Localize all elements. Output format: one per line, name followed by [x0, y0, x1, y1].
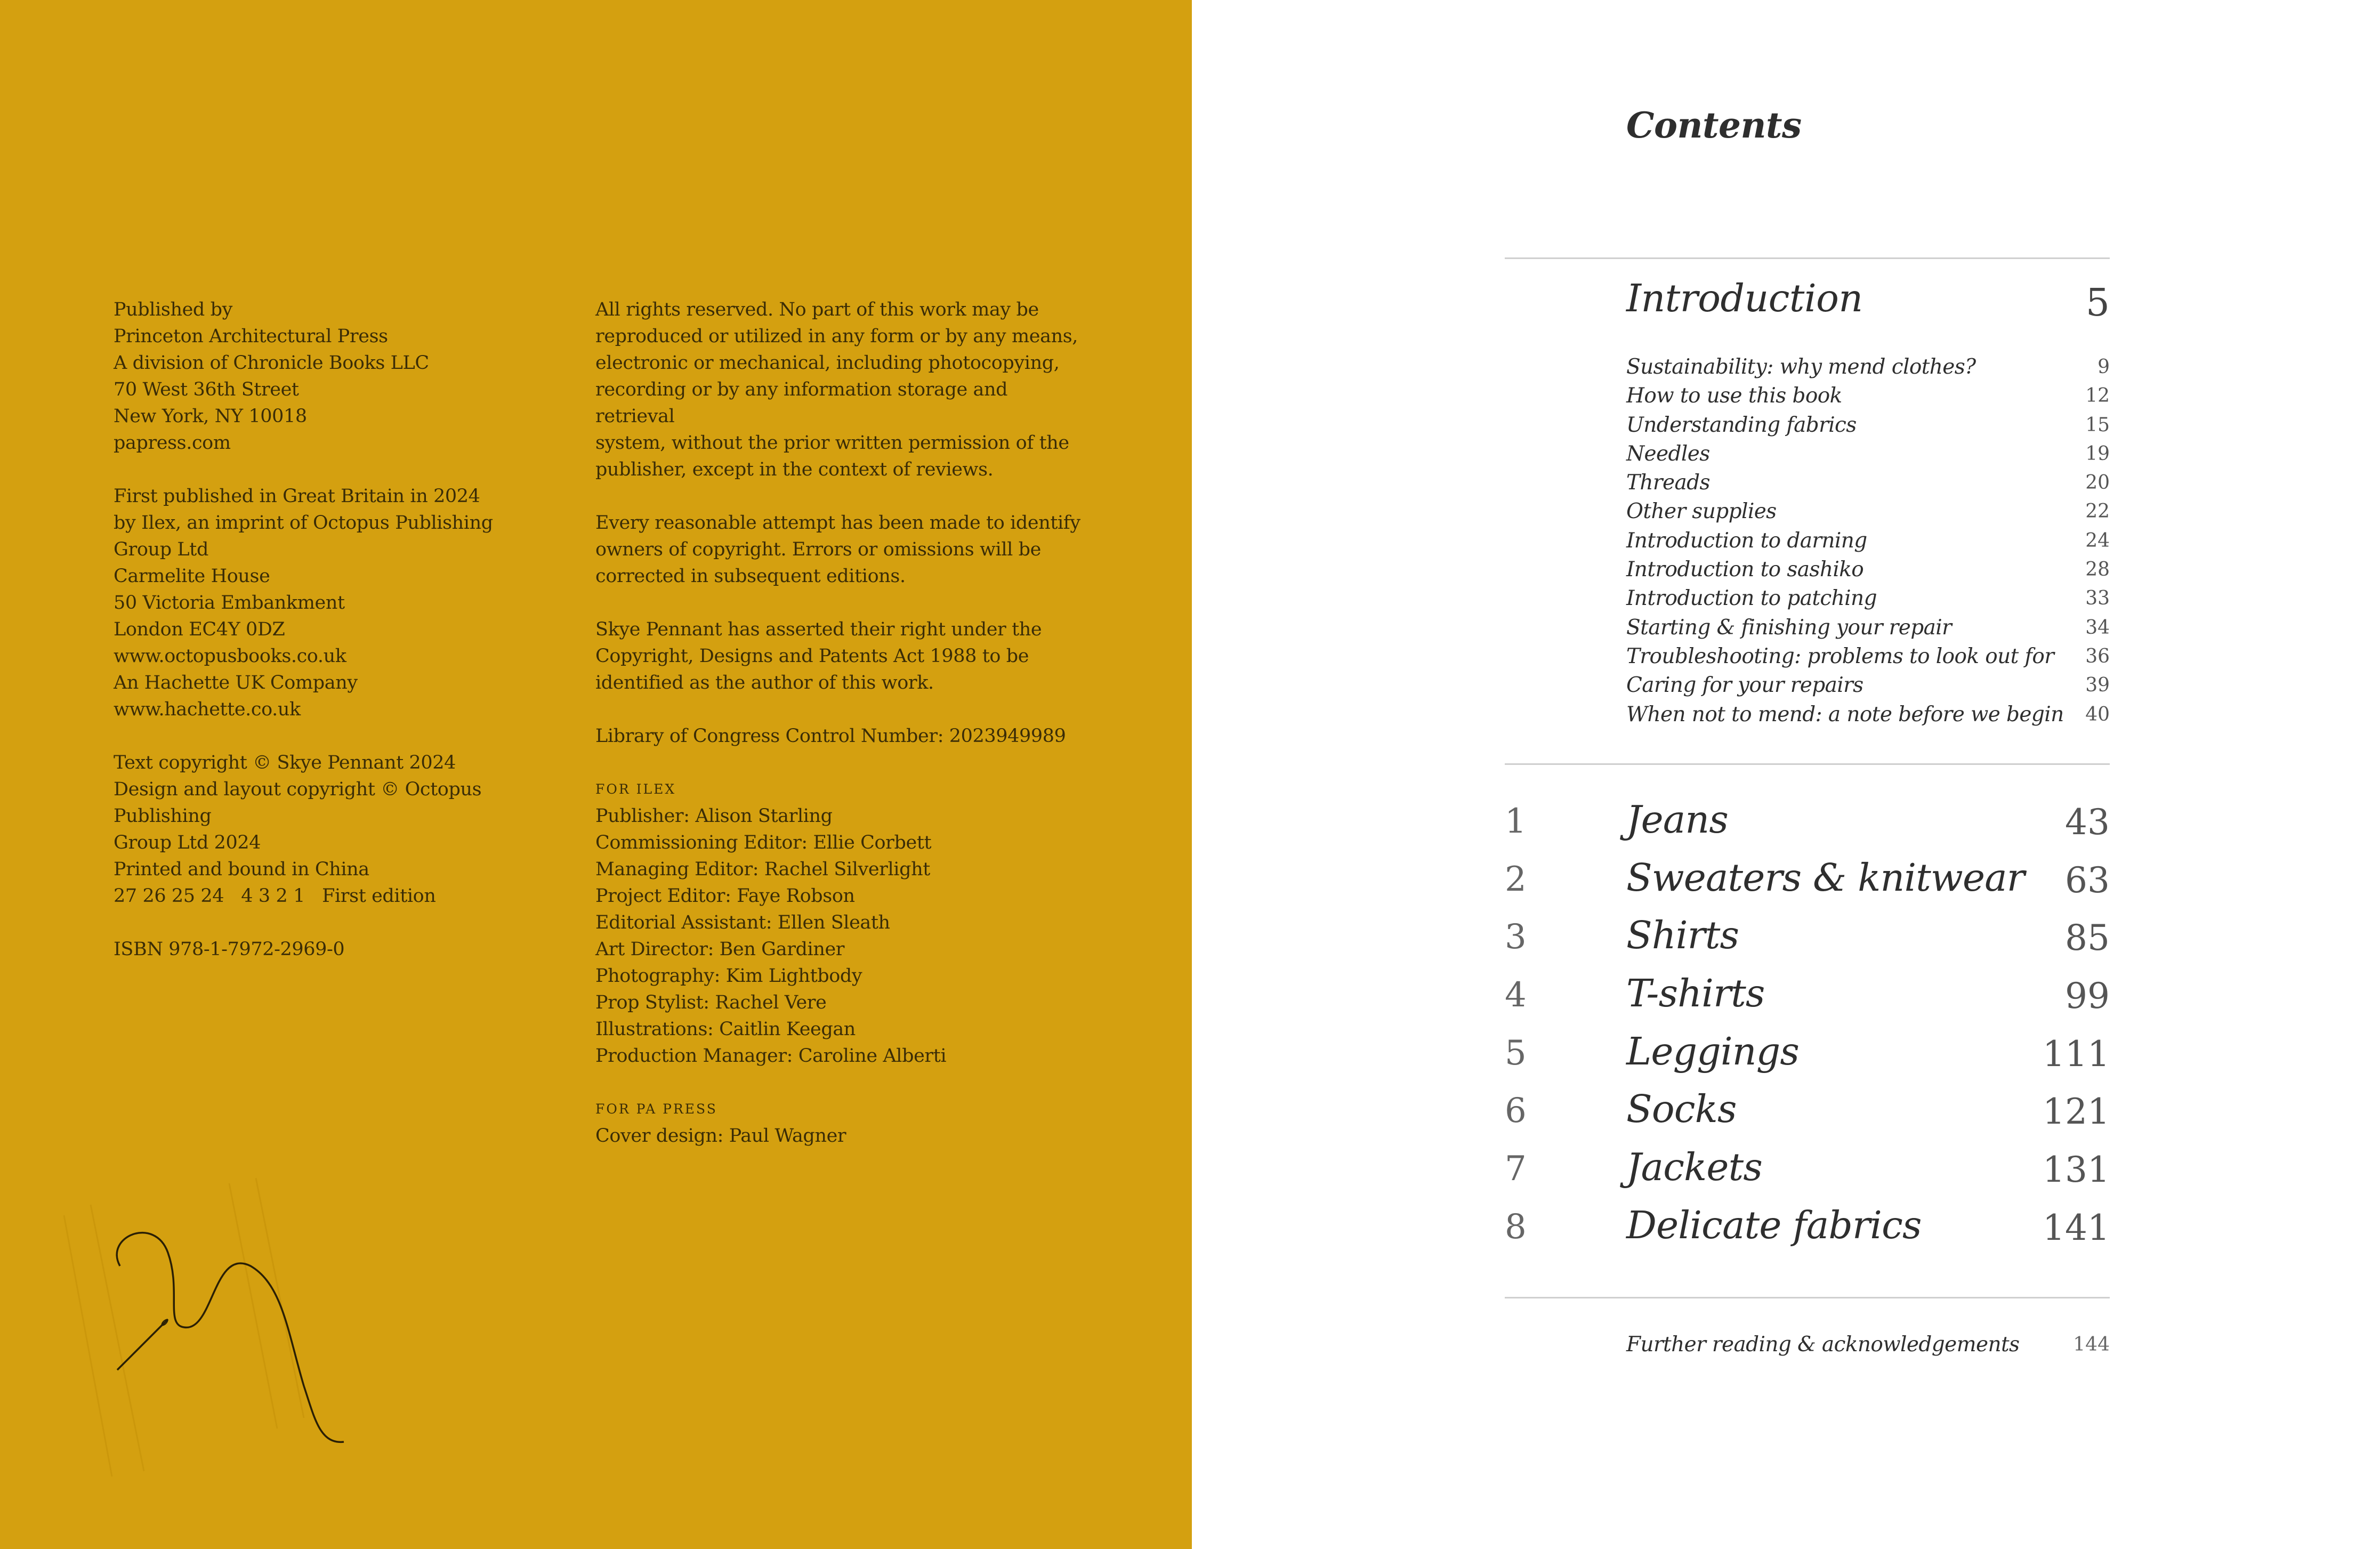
- toc-subentry-title: Needles: [1626, 441, 1710, 466]
- credit-line: Commissioning Editor: Ellie Corbett: [595, 832, 932, 853]
- toc-subentry-page: 20: [2085, 472, 2110, 494]
- toc-subentry-title: Introduction to sashiko: [1626, 558, 1864, 582]
- chapter-list: [1505, 797, 2110, 1261]
- chapter-page-number: 111: [2043, 1033, 2110, 1075]
- toc-subentry-page: 28: [2085, 559, 2110, 581]
- chapter-page-number: 121: [2043, 1091, 2110, 1133]
- first-published-line: www.hachette.co.uk: [114, 699, 301, 720]
- credit-line: Photography: Kim Lightbody: [595, 965, 862, 987]
- rights-line: reproduced or utilized in any form or by any means,: [595, 326, 1078, 347]
- toc-subentry-title: Caring for your repairs: [1626, 673, 1863, 698]
- toc-subentry-page: 33: [2085, 587, 2110, 610]
- toc-subentry-page: 9: [2097, 356, 2110, 378]
- toc-subentry: [1626, 584, 2110, 613]
- toc-subentry-page: 34: [2085, 616, 2110, 639]
- toc-subentry-title: Starting & finishing your repair: [1626, 615, 1952, 640]
- publisher-block: [114, 296, 556, 456]
- first-published-block: [114, 483, 556, 723]
- toc-subentry-title: Introduction to patching: [1626, 586, 1877, 611]
- credit-line: Publisher: Alison Starling: [595, 805, 833, 827]
- chapter-title: Socks: [1626, 1087, 1737, 1132]
- copyright-line: Text copyright © Skye Pennant 2024: [114, 752, 456, 773]
- first-published-line: An Hachette UK Company: [114, 672, 358, 693]
- first-published-line: First published in Great Britain in 2024: [114, 486, 480, 507]
- library-of-congress-number: Library of Congress Control Number: 2023949989: [595, 725, 1066, 747]
- toc-subentry-page: 12: [2085, 385, 2110, 407]
- divider: [1505, 257, 2110, 259]
- chapter-page-number: 85: [2065, 917, 2110, 959]
- toc-chapter-entry: [1505, 971, 2110, 1029]
- copyright-owners-line: corrected in subsequent editions.: [595, 566, 906, 587]
- chapter-page-number: 141: [2043, 1207, 2110, 1248]
- toc-subentry-page: 19: [2085, 442, 2110, 465]
- toc-subentry-title: Understanding fabrics: [1626, 413, 1857, 437]
- rights-line: recording or by any information storage and retrieval: [595, 379, 1008, 427]
- chapter-title: T-shirts: [1626, 971, 1765, 1016]
- further-reading-page-number: 144: [2073, 1334, 2110, 1356]
- for-pa-press-heading: FOR PA PRESS: [595, 1101, 717, 1117]
- further-reading-entry: [1626, 1333, 2110, 1365]
- imprint-column-right: [595, 296, 1086, 1149]
- first-published-line: 50 Victoria Embankment: [114, 592, 345, 614]
- chapter-title: Delicate fabrics: [1626, 1203, 1922, 1247]
- copyright-line: Group Ltd 2024: [114, 832, 261, 853]
- toc-chapter-entry: [1505, 1029, 2110, 1087]
- toc-subentry: [1626, 671, 2110, 700]
- chapter-title: Leggings: [1626, 1029, 1799, 1074]
- toc-subentry: [1626, 614, 2110, 642]
- introduction-subsections: [1626, 353, 2110, 729]
- credit-line: Prop Stylist: Rachel Vere: [595, 992, 827, 1013]
- toc-subentry-page: 22: [2085, 501, 2110, 523]
- toc-subentry-page: 40: [2085, 703, 2110, 725]
- credit-line: Editorial Assistant: Ellen Sleath: [595, 912, 890, 933]
- divider: [1505, 763, 2110, 765]
- needle-and-thread-icon: [53, 1173, 373, 1492]
- rights-line: system, without the prior written permission of the: [595, 432, 1069, 454]
- further-reading-title: Further reading & acknowledgements: [1626, 1333, 2020, 1357]
- toc-subentry: [1626, 642, 2110, 671]
- toc-subentry-title: When not to mend: a note before we begin: [1626, 702, 2064, 727]
- first-published-line: London EC4Y 0DZ: [114, 619, 285, 640]
- rights-line: All rights reserved. No part of this work may be: [595, 299, 1039, 320]
- toc-subentry: [1626, 411, 2110, 440]
- credit-line: Art Director: Ben Gardiner: [595, 939, 845, 960]
- toc-subentry: [1626, 527, 2110, 555]
- chapter-number: 7: [1505, 1149, 1527, 1189]
- toc-subentry-page: 24: [2085, 529, 2110, 552]
- toc-chapter-entry: [1505, 1145, 2110, 1203]
- for-ilex-heading: FOR ILEX: [595, 781, 676, 797]
- chapter-title: Sweaters & knitwear: [1626, 855, 2024, 900]
- publisher-line: Princeton Architectural Press: [114, 326, 388, 347]
- publisher-line: Published by: [114, 299, 233, 320]
- credit-line: Production Manager: Caroline Alberti: [595, 1045, 947, 1067]
- toc-chapter-entry: [1505, 1203, 2110, 1261]
- chapter-number: 8: [1505, 1207, 1527, 1247]
- chapter-number: 5: [1505, 1033, 1527, 1073]
- toc-subentry-page: 15: [2085, 414, 2110, 436]
- toc-subentry-page: 36: [2085, 645, 2110, 667]
- rights-line: publisher, except in the context of reviews.: [595, 459, 994, 480]
- chapter-page-number: 63: [2065, 859, 2110, 901]
- contents-heading: Contents: [1626, 104, 1802, 146]
- copyright-line: Design and layout copyright © Octopus Publishing: [114, 779, 482, 827]
- publisher-line: New York, NY 10018: [114, 406, 307, 427]
- needle-shaft: [117, 1319, 168, 1370]
- chapter-number: 3: [1505, 917, 1527, 957]
- rights-block: [595, 296, 1086, 483]
- chapter-page-number: 43: [2065, 802, 2110, 843]
- chapter-title: Jackets: [1626, 1145, 1762, 1190]
- ilex-credits: [595, 803, 1086, 1069]
- first-published-line: www.octopusbooks.co.uk: [114, 646, 346, 667]
- toc-chapter-entry: [1505, 856, 2110, 914]
- toc-subentry-title: Other supplies: [1626, 499, 1777, 524]
- author-assertion-line: identified as the author of this work.: [595, 672, 934, 693]
- author-assertion-block: [595, 616, 1086, 696]
- publisher-line: 70 West 36th Street: [114, 379, 299, 400]
- toc-subentry: [1626, 469, 2110, 497]
- contents-page: [1192, 0, 2380, 1549]
- rights-line: electronic or mechanical, including photocopying,: [595, 352, 1060, 374]
- copyright-line: Printed and bound in China: [114, 859, 369, 880]
- chapter-title: Shirts: [1626, 913, 1739, 958]
- toc-subentry: [1626, 382, 2110, 410]
- toc-chapter-entry: [1505, 1087, 2110, 1145]
- chapter-title: Jeans: [1626, 797, 1728, 842]
- chapter-number: 6: [1505, 1091, 1527, 1131]
- author-assertion-line: Skye Pennant has asserted their right under the: [595, 619, 1042, 640]
- publisher-line: A division of Chronicle Books LLC: [114, 352, 429, 374]
- toc-subentry-page: 39: [2085, 674, 2110, 697]
- credit-line: Project Editor: Faye Robson: [595, 885, 855, 907]
- introduction-title: Introduction: [1626, 276, 1863, 320]
- copyright-block: [114, 749, 556, 909]
- toc-chapter-entry: [1505, 913, 2110, 971]
- chapter-number: 2: [1505, 859, 1527, 899]
- isbn: ISBN 978-1-7972-2969-0: [114, 939, 345, 960]
- toc-subentry: [1626, 440, 2110, 469]
- introduction-entry: [1626, 276, 2110, 324]
- toc-subentry-title: Introduction to darning: [1626, 528, 1867, 553]
- printing-line: 27 26 25 24 4 3 2 1 First edition: [114, 885, 436, 907]
- credit-line: Cover design: Paul Wagner: [595, 1125, 846, 1147]
- credit-line: Illustrations: Caitlin Keegan: [595, 1019, 856, 1040]
- chapter-number: 4: [1505, 975, 1527, 1015]
- introduction-page-number: 5: [2085, 280, 2110, 325]
- toc-subentry: [1626, 555, 2110, 584]
- first-published-line: Carmelite House: [114, 566, 270, 587]
- toc-subentry-title: Threads: [1626, 471, 1710, 495]
- copyright-owners-line: owners of copyright. Errors or omissions will be: [595, 539, 1041, 560]
- first-published-line: by Ilex, an imprint of Octopus Publishing Group Ltd: [114, 512, 493, 560]
- chapter-page-number: 99: [2065, 975, 2110, 1017]
- pa-press-credits: [595, 1123, 1086, 1149]
- copyright-owners-block: [595, 510, 1086, 590]
- copyright-owners-line: Every reasonable attempt has been made to identify: [595, 512, 1080, 534]
- toc-subentry: [1626, 700, 2110, 729]
- publisher-line: papress.com: [114, 432, 231, 454]
- toc-subentry-title: Sustainability: why mend clothes?: [1626, 355, 1976, 379]
- chapter-page-number: 131: [2043, 1149, 2110, 1191]
- toc-subentry-title: How to use this book: [1626, 384, 1842, 408]
- credit-line: Managing Editor: Rachel Silverlight: [595, 859, 930, 880]
- divider: [1505, 1297, 2110, 1298]
- imprint-column-left: [114, 296, 556, 963]
- toc-subentry: [1626, 497, 2110, 526]
- toc-chapter-entry: [1505, 797, 2110, 856]
- toc-subentry: [1626, 353, 2110, 382]
- chapter-number: 1: [1505, 802, 1527, 841]
- author-assertion-line: Copyright, Designs and Patents Act 1988 to be: [595, 646, 1029, 667]
- toc-subentry-title: Troubleshooting: problems to look out for: [1626, 644, 2054, 668]
